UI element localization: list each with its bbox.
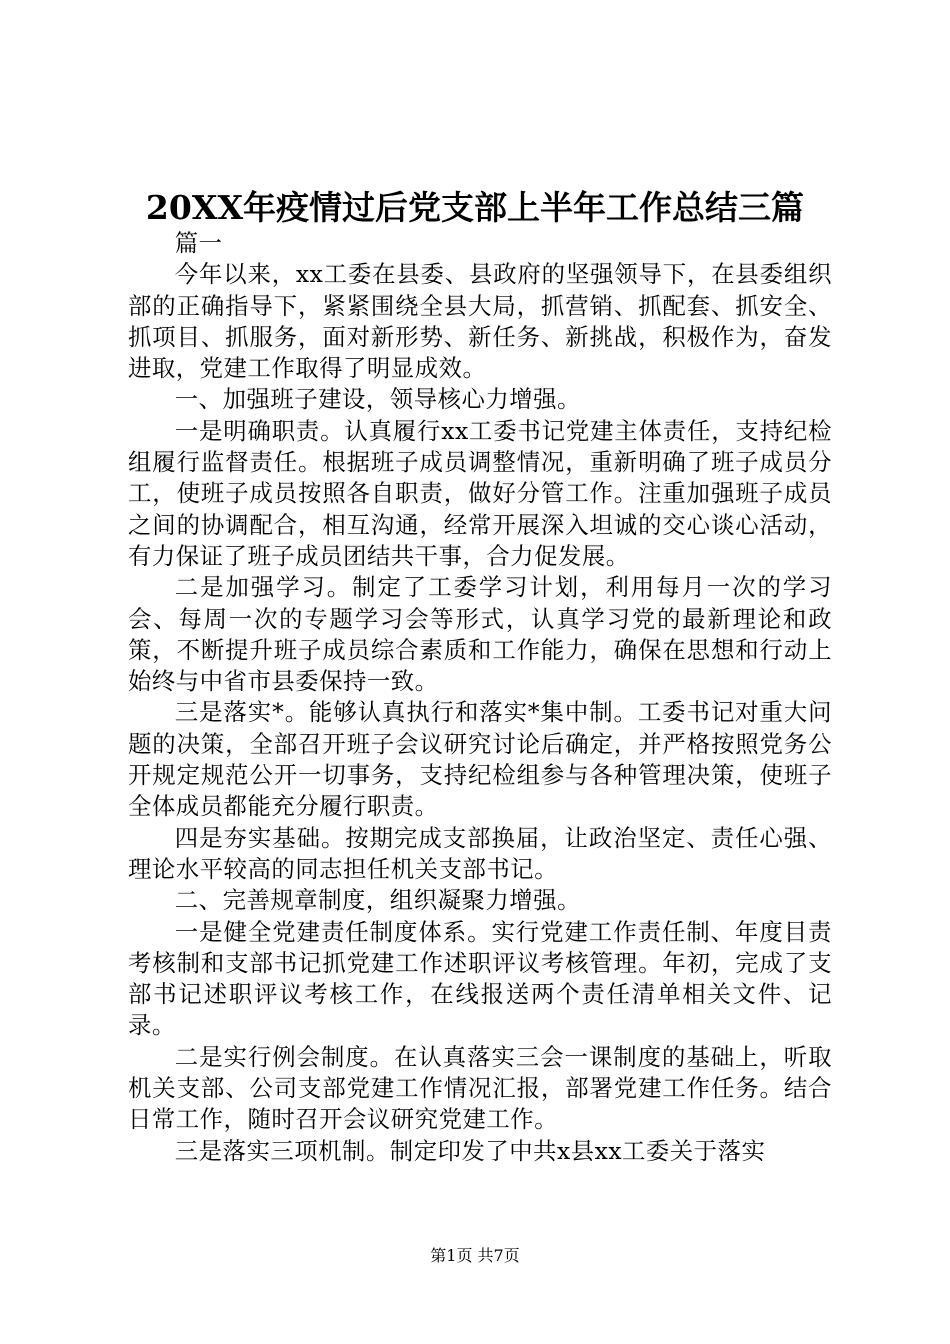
body-paragraph: 一是健全党建责任制度体系。实行党建工作责任制、年度目责考核制和支部书记抓党建工作述职评议考核管理。年初，完成了支部书记述职评议考核工作，在线报送两个责任清单相关文件、记录。	[128, 917, 832, 1040]
document-body	[128, 228, 832, 1167]
body-paragraph: 一是明确职责。认真履行xx工委书记党建主体责任，支持纪检组履行监督责任。根据班子成员调整情况，重新明确了班子成员分工，使班子成员按照各自职责，做好分管工作。注重加强班子成员之间的协调配合，相互沟通，经常开展深入坦诚的交心谈心活动，有力保证了班子成员团结共干事，合力促发展。	[128, 416, 832, 570]
body-paragraph: 四是夯实基础。按期完成支部换届，让政治坚定、责任心强、理论水平较高的同志担任机关支部书记。	[128, 823, 832, 883]
section-heading: 一、加强班子建设，领导核心力增强。	[174, 385, 581, 414]
body-paragraph: 三是落实*。能够认真执行和落实*集中制。工委书记对重大问题的决策，全部召开班子会议研究讨论后确定，并严格按照党务公开规定规范公开一切事务，支持纪检组参与各种管理决策，使班子全体成员都能充分履行职责。	[128, 698, 832, 821]
body-paragraph: 二是加强学习。制定了工委学习计划，利用每月一次的学习会、每周一次的专题学习会等形式，认真学习党的最新理论和政策，不断提升班子成员综合素质和工作能力，确保在思想和行动上始终与中省市县委保持一致。	[128, 573, 832, 696]
body-paragraph: 二是实行例会制度。在认真落实三会一课制度的基础上，听取机关支部、公司支部党建工作情况汇报，部署党建工作任务。结合日常工作，随时召开会议研究党建工作。	[128, 1042, 832, 1134]
body-paragraph: 今年以来，xx工委在县委、县政府的坚强领导下，在县委组织部的正确指导下，紧紧围绕全县大局，抓营销、抓配套、抓安全、抓项目、抓服务，面对新形势、新任务、新挑战，积极作为，奋发进取，党建工作取得了明显成效。	[128, 260, 832, 383]
document-title: 20XX年疫情过后党支部上半年工作总结三篇	[145, 188, 805, 227]
page-footer: 第1页 共7页	[430, 1246, 520, 1265]
section-heading: 篇一	[174, 229, 223, 257]
body-paragraph: 三是落实三项机制。制定印发了中共x县xx工委关于落实	[174, 1136, 766, 1165]
section-heading: 二、完善规章制度，组织凝聚力增强。	[174, 886, 581, 915]
